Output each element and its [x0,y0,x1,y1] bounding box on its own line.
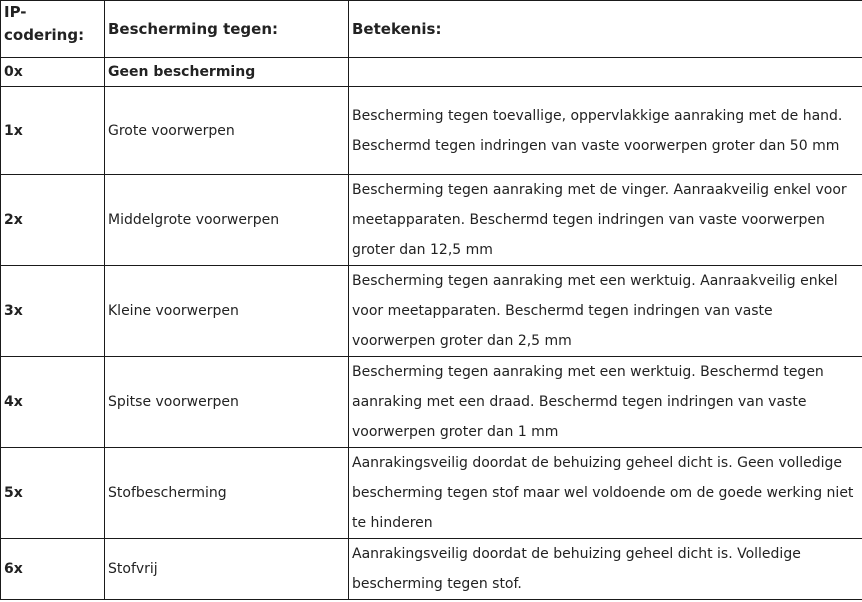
ip-code-cell: 2x [1,175,105,266]
meaning-cell: Bescherming tegen toevallige, oppervlakkige aanraking met de hand. Beschermd tegen indringen van vaste voorwerpen groter dan 50 mm [349,87,862,175]
protection-cell: Middelgrote voorwerpen [105,175,349,266]
header-meaning: Betekenis: [349,1,862,58]
header-protection: Bescherming tegen: [105,1,349,58]
meaning-cell: Aanrakingsveilig doordat de behuizing geheel dicht is. Volledige bescherming tegen stof. [349,539,862,600]
table-row [1,175,862,266]
protection-cell: Spitse voorwerpen [105,357,349,448]
meaning-cell [349,58,862,87]
protection-cell: Grote voorwerpen [105,87,349,175]
protection-cell: Kleine voorwerpen [105,266,349,357]
meaning-cell: Bescherming tegen aanraking met de vinger. Aanraakveilig enkel voor meetapparaten. Beschermd tegen indringen van vaste voorwerpen groter dan 12,5 mm [349,175,862,266]
protection-cell: Geen bescherming [105,58,349,87]
header-ip-code: IP-codering: [1,1,105,58]
meaning-cell: Aanrakingsveilig doordat de behuizing geheel dicht is. Geen volledige bescherming tegen stof maar wel voldoende om de goede werking niet te hinderen [349,448,862,539]
ip-code-cell: 1x [1,87,105,175]
protection-cell: Stofvrij [105,539,349,600]
ip-code-cell: 3x [1,266,105,357]
ip-code-cell: 4x [1,357,105,448]
meaning-cell: Bescherming tegen aanraking met een werktuig. Beschermd tegen aanraking met een draad. Beschermd tegen indringen van vaste voorwerpen groter dan 1 mm [349,357,862,448]
table-row [1,357,862,448]
table-row [1,87,862,175]
table-row [1,266,862,357]
table-row [1,448,862,539]
protection-cell: Stofbescherming [105,448,349,539]
ip-code-cell: 6x [1,539,105,600]
table-row [1,58,862,87]
table-header-row [1,1,862,58]
table-row [1,539,862,600]
meaning-cell: Bescherming tegen aanraking met een werktuig. Aanraakveilig enkel voor meetapparaten. Beschermd tegen indringen van vaste voorwerpen groter dan 2,5 mm [349,266,862,357]
ip-code-cell: 5x [1,448,105,539]
ip-code-cell: 0x [1,58,105,87]
